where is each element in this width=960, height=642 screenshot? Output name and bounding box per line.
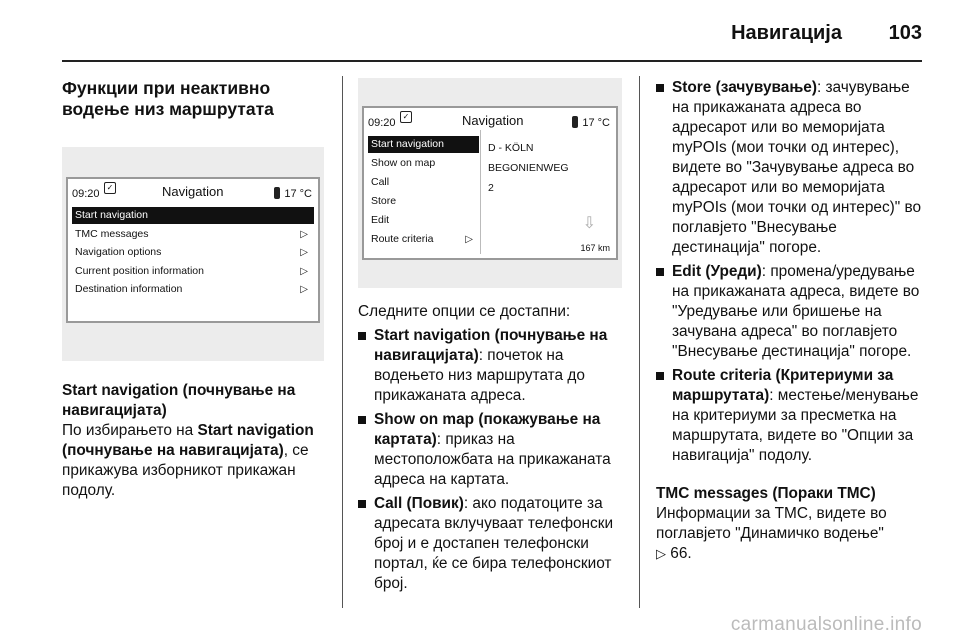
menu-item-call[interactable]: Call [371, 176, 390, 188]
bullet-route-criteria: Route criteria (Критериуми за маршрутата): местење/менување на критериуми за пресметка на маршрутата, видете во "Опции за навигација" подолу. [656, 366, 926, 466]
destination-distance: 167 km [580, 243, 610, 253]
guidance-status-icon: ✓ [400, 111, 412, 123]
screen-time: 09:20 [368, 117, 396, 129]
watermark: carmanualsonline.info [730, 614, 922, 635]
thermometer-icon [572, 116, 578, 128]
destination-house-number: 2 [488, 182, 494, 194]
screen-temperature: 17 °C [274, 184, 312, 204]
guidance-status-icon: ✓ [104, 182, 116, 194]
menu-item-tmc-messages[interactable]: TMC messages ▷ [72, 226, 314, 243]
menu-item-start-navigation[interactable]: Start navigation [368, 136, 479, 153]
menu-item-edit[interactable]: Edit [371, 214, 390, 226]
direction-arrow-icon: ⇩ [582, 215, 596, 232]
bullet-store: Store (зачувување): зачувување на прикажаната адреса во адресарот или во меморијата myPOIs (мои точки од интерес), видете во "Зачувување адреса во адресарот или во меморијата myPOIs (мои точки од интерес)" во поглавјето "Внесување дестинација" погоре. [656, 78, 926, 258]
chevron-right-icon: ▷ [300, 247, 308, 258]
tmc-paragraph: Информации за TMC, видете во поглавјето "Динамичко водење" ▷ 66. [656, 505, 887, 562]
column-1 [62, 78, 324, 501]
thermometer-icon [274, 187, 280, 199]
chevron-right-icon: ▷ [300, 284, 308, 295]
column-3 [656, 78, 926, 564]
bullet-edit: Edit (Уреди): промена/уредување на прикажаната адреса, видете во "Уредување или бришење на зачувана адреса" во поглавјето "Внесување дестинација" погоре. [656, 262, 926, 362]
screen-status-bar [364, 108, 616, 128]
section-heading: Функции при неактивно водење низ маршрутата [62, 78, 274, 119]
destination-menu-screenshot [358, 78, 622, 288]
menu-item-navigation-options[interactable]: Navigation options ▷ [72, 244, 314, 261]
options-intro: Следните опции се достапни: [358, 303, 571, 320]
tmc-heading: TMC messages (Пораки TMC) [656, 485, 876, 502]
page-number: 103 [888, 22, 922, 44]
menu-item-current-position[interactable]: Current position information ▷ [72, 263, 314, 280]
bullet-call: Call (Повик): ако податоците за адресата вклучуваат телефонски број и е достапен телефонски портал, ќе се бира телефонскиот број. [358, 494, 622, 594]
menu-item-show-on-map[interactable]: Show on map [371, 157, 436, 169]
menu-item-destination-info[interactable]: Destination information ▷ [72, 281, 314, 298]
bullet-show-on-map: Show on map (покажување на картата): приказ на местоположбата на прикажаната адреса на картата. [358, 410, 622, 490]
destination-city: D - KÖLN [488, 142, 534, 154]
column-divider-2 [639, 76, 640, 608]
page-reference[interactable]: 66. [670, 545, 692, 562]
destination-street: BEGONIENWEG [488, 162, 569, 174]
column-2 [358, 78, 622, 598]
screen-title: Navigation [162, 184, 224, 199]
display-screen [362, 106, 618, 260]
menu-item-route-criteria[interactable]: Route criteria ▷ [368, 231, 479, 248]
chevron-right-icon: ▷ [465, 234, 473, 245]
screen-time: 09:20 [72, 188, 100, 200]
column-divider-1 [342, 76, 343, 608]
screen-title: Navigation [462, 113, 524, 128]
menu-item-start-navigation[interactable]: Start navigation [72, 207, 314, 224]
screen-temperature: 17 °C [572, 113, 610, 133]
screen-divider [480, 130, 481, 254]
chevron-right-icon: ▷ [300, 266, 308, 277]
chapter-title: Навигација [731, 22, 842, 44]
page-reference-icon: ▷ [656, 546, 666, 561]
paragraph: По избирањето на Start navigation (почнување на навигацијата), се прикажува изборникот прикажан подолу. [62, 422, 314, 499]
menu-item-store[interactable]: Store [371, 195, 397, 207]
sub-heading: Start navigation (почнување на навигацијата) [62, 382, 296, 419]
navigation-menu-screenshot [62, 147, 324, 361]
header-rule [62, 60, 922, 62]
page-header [0, 0, 960, 60]
screen-status-bar [68, 179, 318, 199]
display-screen [66, 177, 320, 323]
chevron-right-icon: ▷ [300, 229, 308, 240]
bullet-start-navigation: Start navigation (почнување на навигацијата): почеток на водењето низ маршрутата до прикажаната адреса. [358, 326, 622, 406]
